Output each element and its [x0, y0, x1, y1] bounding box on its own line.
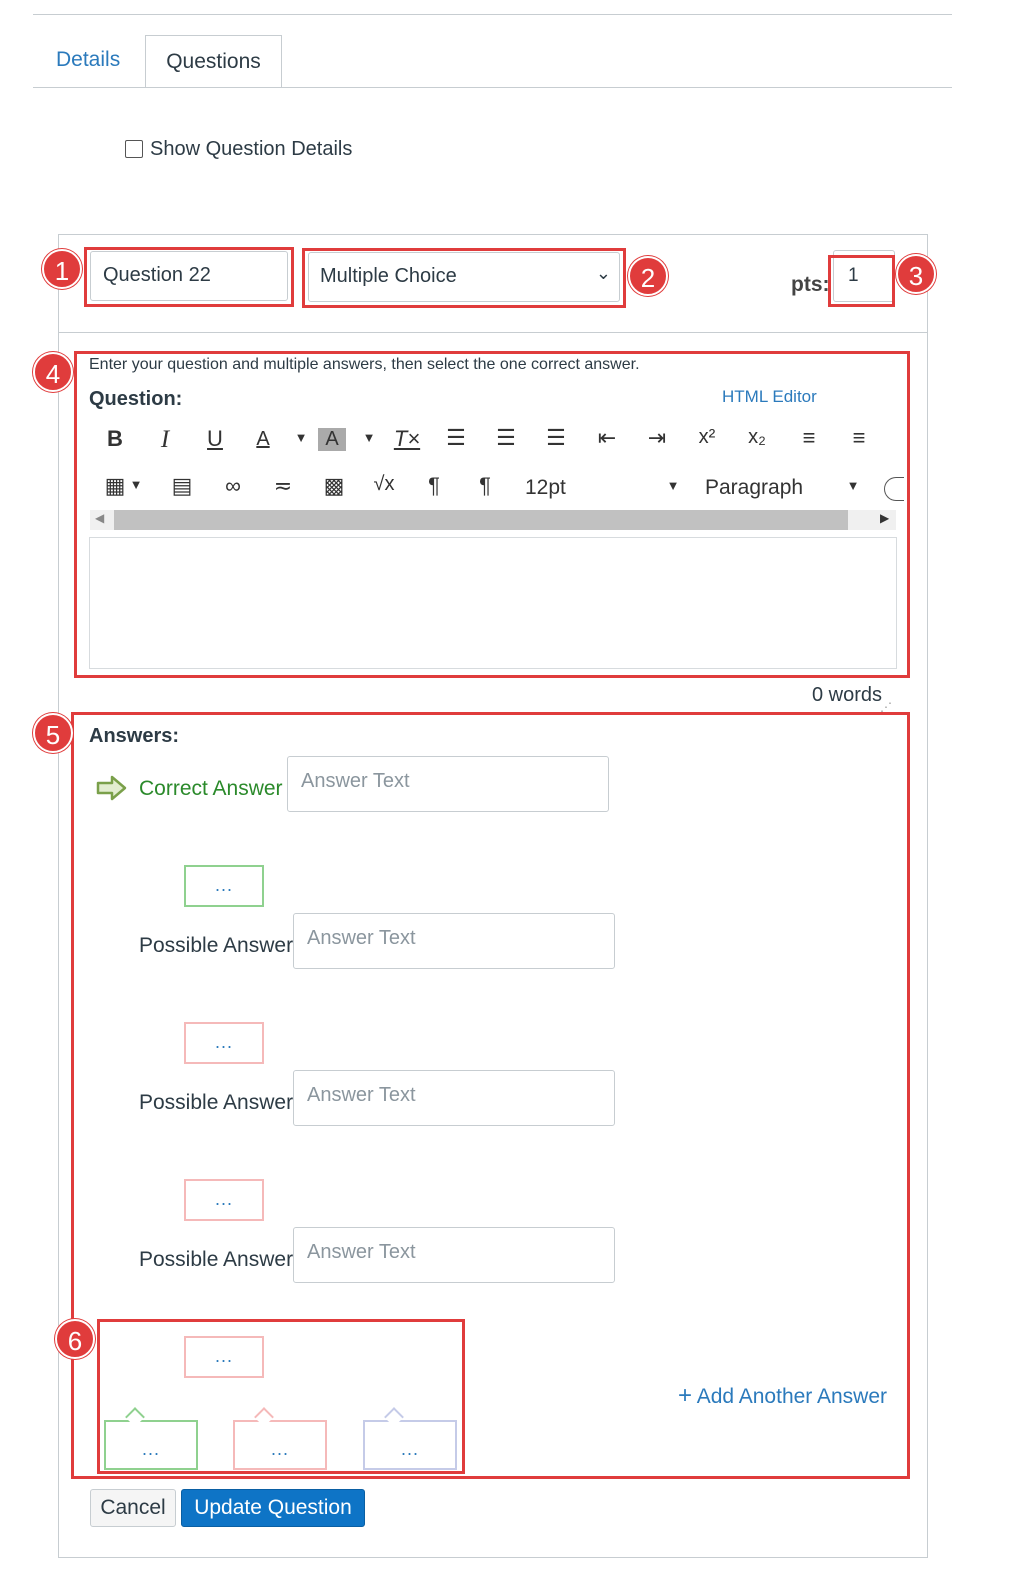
top-divider [33, 14, 952, 15]
callout-box-1 [84, 247, 294, 307]
block-format-select[interactable]: Paragraph [705, 476, 804, 499]
tab-divider [33, 87, 952, 88]
question-instructions: Enter your question and multiple answers, then select the one correct answer. [89, 356, 640, 373]
font-size-select[interactable]: 12pt [525, 476, 566, 499]
callout-badge-5: 5 [33, 713, 73, 753]
superscript-icon[interactable]: x² [698, 426, 716, 448]
callout-badge-2: 2 [628, 256, 668, 296]
outdent-icon[interactable]: ⇤ [597, 425, 617, 450]
callout-badge-3: 3 [896, 254, 936, 294]
html-editor-link[interactable]: HTML Editor [722, 387, 817, 406]
scroll-right-icon[interactable]: ▶ [880, 511, 890, 525]
answers-label: Answers: [89, 725, 180, 747]
show-details-checkbox[interactable] [125, 140, 143, 158]
possible-answer-input[interactable]: Answer Text [293, 1070, 615, 1126]
background-color-icon[interactable]: A [318, 428, 346, 451]
callout-box-6 [97, 1319, 465, 1474]
answer-comment-button[interactable]: ... [184, 1179, 264, 1221]
align-right-icon[interactable]: ☰ [546, 425, 566, 450]
subscript-icon[interactable]: x₂ [748, 426, 766, 448]
italic-icon[interactable]: I [160, 426, 170, 453]
callout-badge-1: 1 [42, 249, 82, 289]
question-name-input[interactable]: Question 22 [90, 251, 288, 301]
rtl-paragraph-icon[interactable]: ¶ [479, 473, 491, 498]
resize-handle-icon[interactable]: ⋰ [880, 700, 892, 714]
link-icon[interactable]: ∞ [225, 473, 241, 498]
callout-box-3 [828, 255, 895, 307]
align-left-icon[interactable]: ☰ [446, 425, 466, 450]
tab-questions[interactable]: Questions [145, 35, 282, 88]
show-details-label: Show Question Details [150, 138, 353, 160]
cancel-button[interactable]: Cancel [90, 1489, 176, 1527]
add-another-answer-label: Add Another Answer [696, 1385, 887, 1408]
table-icon[interactable]: ▦ [104, 473, 126, 498]
answer-comment-button[interactable]: ... [184, 865, 264, 907]
possible-answer-input[interactable]: Answer Text [293, 1227, 615, 1283]
callout-badge-4: 4 [33, 352, 73, 392]
chevron-down-icon: ⌄ [595, 263, 611, 283]
media-icon[interactable]: ▤ [171, 473, 193, 498]
correct-feedback-button[interactable]: ... [104, 1420, 198, 1470]
ltr-paragraph-icon[interactable]: ¶ [428, 473, 440, 498]
image-icon[interactable]: ▩ [323, 473, 345, 498]
bullet-list-icon[interactable]: ≡ [802, 425, 816, 450]
correct-answer-input[interactable]: Answer Text [287, 756, 609, 812]
question-label: Question: [89, 388, 183, 410]
possible-answer-label: Possible Answer [139, 1091, 294, 1114]
equation-icon[interactable]: √x [373, 473, 395, 495]
neutral-feedback-button[interactable]: ... [363, 1420, 457, 1470]
underline-icon[interactable]: U [207, 426, 223, 451]
indent-icon[interactable]: ⇥ [647, 425, 667, 450]
possible-answer-label: Possible Answer [139, 934, 294, 957]
block-format-dropdown-icon[interactable]: ▼ [846, 478, 860, 493]
points-input[interactable]: 1 [833, 250, 895, 302]
table-dropdown-icon[interactable]: ▼ [129, 477, 143, 492]
numbered-list-icon[interactable]: ≡ [852, 425, 866, 450]
align-center-icon[interactable]: ☰ [496, 425, 516, 450]
points-label: pts: [791, 273, 830, 296]
update-question-button[interactable]: Update Question [181, 1489, 365, 1527]
text-color-dropdown-icon[interactable]: ▼ [294, 430, 308, 445]
callout-badge-6: 6 [55, 1319, 95, 1359]
correct-answer-label: Correct Answer [139, 777, 283, 800]
plus-icon: + [678, 1382, 693, 1409]
question-type-value: Multiple Choice [320, 265, 457, 287]
incorrect-feedback-button[interactable]: ... [233, 1420, 327, 1470]
possible-answer-label: Possible Answer [139, 1248, 294, 1271]
unlink-icon[interactable]: ≂ [273, 473, 293, 498]
answer-comment-button[interactable]: ... [184, 1336, 264, 1378]
scroll-left-icon[interactable]: ◀ [95, 511, 105, 525]
bold-icon[interactable]: B [107, 426, 123, 451]
callout-box-4 [74, 351, 910, 678]
background-color-dropdown-icon[interactable]: ▼ [362, 430, 376, 445]
font-size-dropdown-icon[interactable]: ▼ [666, 478, 680, 493]
answer-comment-button[interactable]: ... [184, 1022, 264, 1064]
callout-box-2 [302, 248, 626, 308]
clear-formatting-icon[interactable]: T× [393, 426, 421, 451]
header-divider [58, 332, 928, 333]
word-count: 0 words [812, 684, 883, 706]
tab-details[interactable]: Details [56, 48, 121, 71]
possible-answer-input[interactable]: Answer Text [293, 913, 615, 969]
text-color-icon[interactable]: A [256, 428, 270, 450]
